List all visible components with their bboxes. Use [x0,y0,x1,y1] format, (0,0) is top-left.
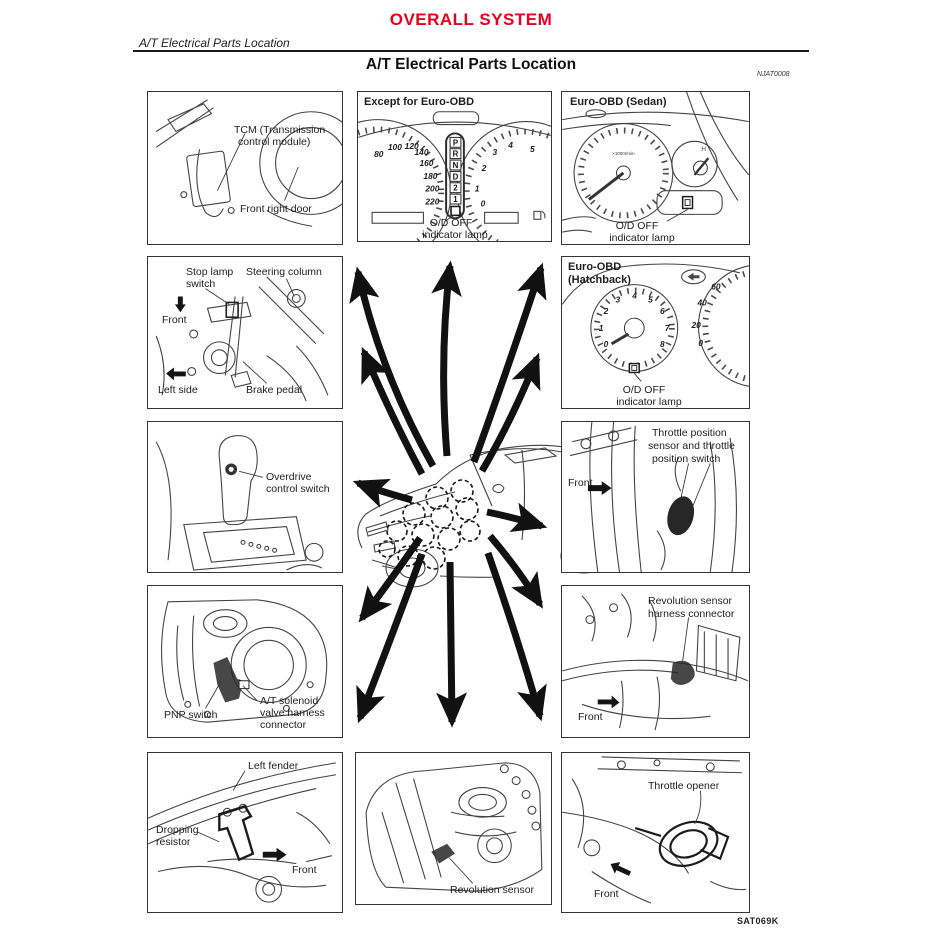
overdrive-label: Overdrive [266,471,312,483]
hatch-tacho-3: 3 [615,294,621,305]
tcm-label: TCM (Transmission [234,124,326,136]
od-off-caption-2: indicator lamp [609,232,675,244]
od-off-caption: O/D OFF [622,384,666,396]
tach-unit-label: ×1000r/min [612,151,635,157]
od-off-caption: O/D OFF [615,220,659,232]
solenoid-harness-label: A/T solenoid [260,695,319,707]
hatch-tacho-8: 8 [659,338,665,349]
front-arrow-icon [608,859,633,880]
dropping-resistor-label-2: resistor [156,836,191,848]
left-side-arrow-icon [166,368,186,381]
overdrive-label-2: control switch [266,483,330,495]
speedo-220: 220 [425,196,440,207]
throttle-opener-label: Throttle opener [648,780,720,792]
od-off-caption-2: indicator lamp [422,229,488,241]
tacho-2: 2 [481,162,487,173]
revolution-harness-label: Revolution sensor [648,595,733,607]
throttle-position-label-2: sensor and throttle [648,440,735,452]
hatch-tacho-7: 7 [664,323,670,334]
revolution-sensor-label: Revolution sensor [450,884,535,896]
tacho-3: 3 [492,147,498,158]
speedo-180: 180 [423,170,438,181]
hatch-speedo-60: 60 [711,281,721,292]
panel-tcm [147,91,343,245]
hatch-tacho-2: 2 [603,306,609,317]
image-code: SAT069K [737,916,779,926]
panel-revolution-harness [561,585,750,738]
panel-pnp-switch [147,585,343,738]
tacho-5: 5 [529,144,535,155]
throttle-position-label-3: position switch [652,453,721,465]
panel-euro-obd-hatchback [561,256,750,409]
panel-stop-lamp-switch [147,256,343,409]
gear-n: N [452,160,459,170]
panel-revolution-sensor [355,752,552,905]
gear-d: D [452,172,459,182]
brake-pedal-label: Brake pedal [246,384,303,396]
page-title: A/T Electrical Parts Location [365,56,577,73]
gear-1: 1 [453,195,458,205]
revolution-sensor-illustration [356,753,551,904]
throttle-position-label: Throttle position [652,427,727,439]
cluster-title: Except for Euro-OBD [364,96,475,108]
gear-2: 2 [453,183,458,193]
panel-cluster-except-euro-obd [357,91,552,242]
front-label: Front [162,314,187,326]
hatch-speedo-20: 20 [691,320,701,331]
solenoid-harness-label-3: connector [260,719,307,731]
left-fender-label: Left fender [248,760,299,772]
tacho-1: 1 [474,183,480,194]
tacho-0: 0 [480,198,486,209]
hatch-speedo-0: 0 [698,337,704,348]
pnp-switch-label: PNP switch [164,709,218,721]
front-arrow-icon [598,696,620,709]
throttle-opener-illustration [562,753,749,912]
hatch-tacho-5: 5 [648,294,653,305]
speedo-160: 160 [419,158,434,169]
hatch-tacho-6: 6 [659,306,665,317]
steering-column-label: Steering column [246,266,322,278]
revolution-harness-label-2: harness connector [648,608,735,620]
tcm-illustration [148,92,342,244]
panel-euro-obd-sedan [561,91,750,245]
left-side-label: Left side [158,384,198,396]
breadcrumb: A/T Electrical Parts Location [139,36,290,50]
hatch-tacho-0: 0 [603,338,609,349]
tacho-4: 4 [508,140,513,151]
speedo-120: 120 [404,141,419,152]
front-label: Front [292,864,317,876]
hatch-speedo-40: 40 [697,297,707,308]
dropping-resistor-label: Dropping [156,824,199,836]
speedo-100: 100 [387,142,402,153]
tcm-label-2: control module) [238,136,311,148]
front-arrow-icon [175,296,186,312]
front-label: Front [594,888,619,900]
speedo-200: 200 [425,183,440,194]
gauge-h-mark: H [701,146,707,154]
section-title: OVERALL SYSTEM [389,10,553,29]
hatch-tacho-1: 1 [598,323,604,334]
front-label: Front [568,477,593,489]
stop-lamp-label: Stop lamp [186,266,234,278]
panel-overdrive-switch [147,421,343,573]
solenoid-harness-label-2: valve harness [260,707,325,719]
hatchback-title: Euro-OBD [568,261,622,273]
front-right-door-label: Front right door [240,203,312,215]
od-off-caption-2: indicator lamp [616,396,682,408]
gear-r: R [452,149,459,159]
stop-lamp-label-2: switch [186,278,216,290]
sedan-title: Euro-OBD (Sedan) [570,96,667,108]
hatch-tacho-4: 4 [632,290,637,301]
front-label: Front [578,711,603,723]
panel-throttle-opener [561,752,750,913]
figure-code: NJAT0008 [757,71,790,78]
shift-indicator-arrow-icon [688,273,700,281]
od-off-caption: O/D OFF [429,217,473,229]
overdrive-illustration [148,422,342,572]
speedo-80: 80 [374,149,384,160]
speedo-140: 140 [414,147,429,158]
hatchback-title-2: (Hatchback) [568,274,631,286]
location-arrows [358,266,542,722]
gear-p: P [452,138,459,148]
panel-throttle-position [561,421,750,573]
panel-dropping-resistor [147,752,343,913]
